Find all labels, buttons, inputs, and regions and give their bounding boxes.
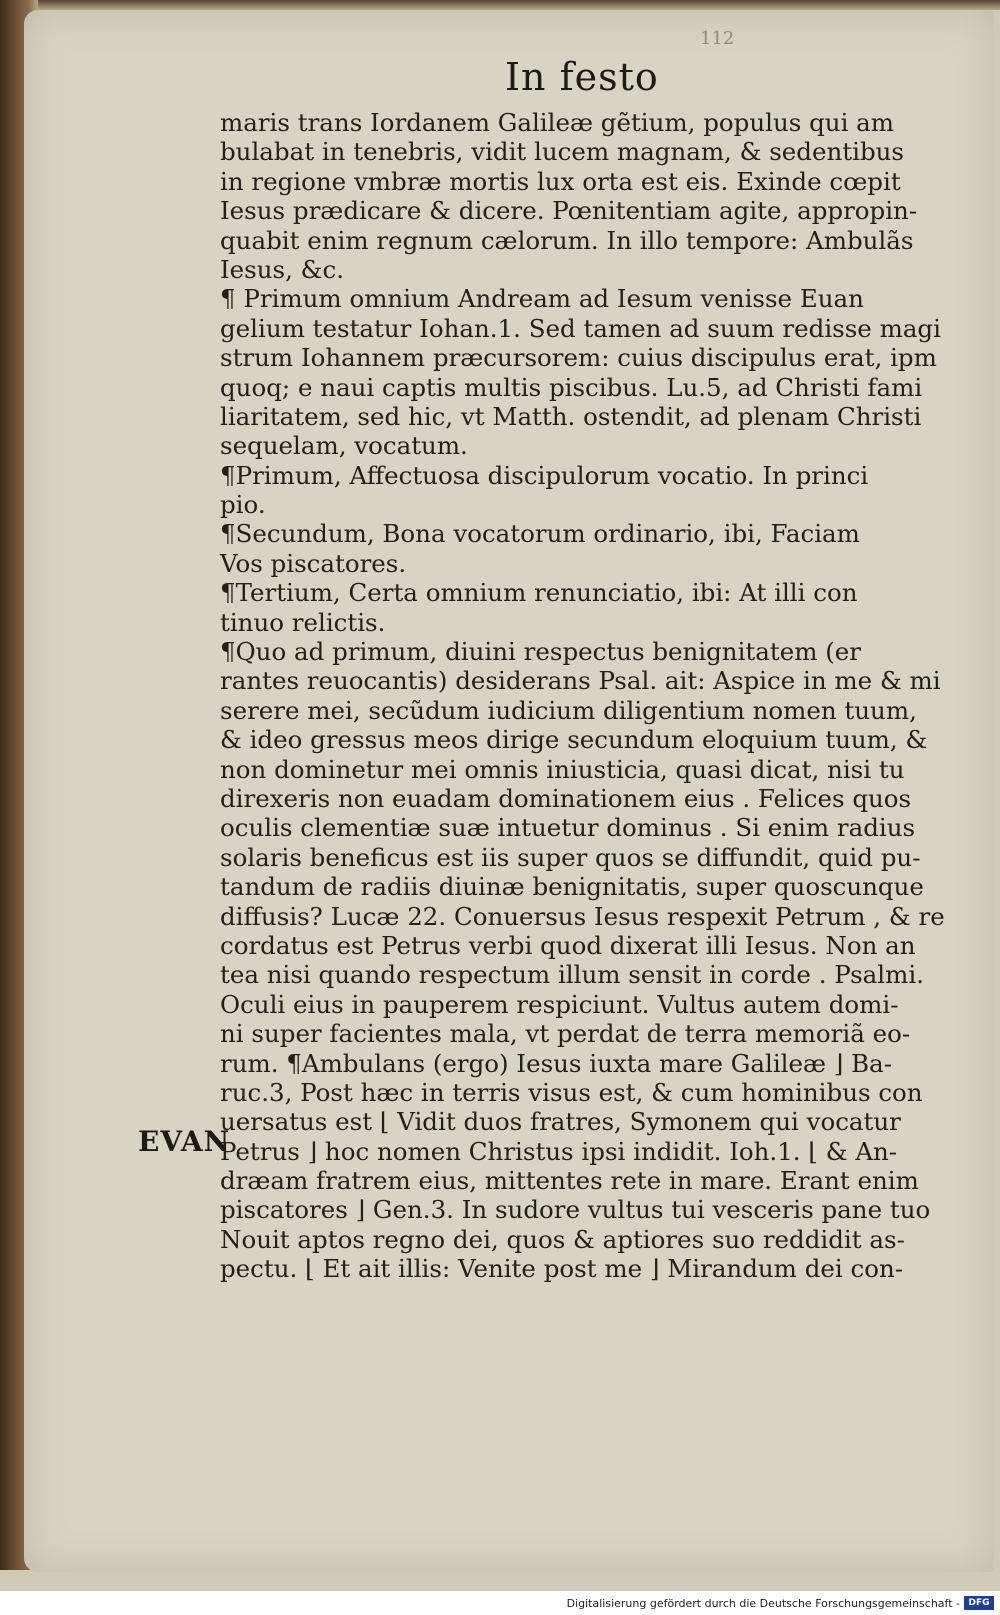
text-line: ruc.3, Post hæc in terris visus est, & cum hominibus con (220, 1077, 923, 1107)
text-line: solaris beneficus est iis super quos se diffundit, quid pu- (220, 842, 921, 872)
text-line: maris trans Iordanem Galileæ gẽtium, populus qui am (220, 108, 895, 137)
text-line: sequelam, vocatum. (220, 431, 468, 461)
text-line: quabit enim regnum cælorum. In illo tempore: Ambulãs (220, 225, 914, 255)
text-line: Iesus, &c. (220, 254, 344, 284)
text-line: Oculi eius in pauperem respiciunt. Vultus autem domi- (220, 989, 899, 1019)
text-line: oculis clementiæ suæ intuetur dominus . Si enim radius (220, 813, 916, 843)
text-line: tandum de radiis diuinæ benignitatis, super quoscunque (220, 872, 924, 902)
text-line: rum. ¶Ambulans (ergo) Iesus iuxta mare Galileæ ⌋ Ba- (220, 1048, 893, 1078)
text-line: tea nisi quando respectum illum sensit in corde . Psalmi. (220, 960, 924, 990)
text-line: Iesus prædicare & dicere. Pœnitentiam agite, appropin- (220, 196, 918, 226)
text-line: pio. (220, 490, 266, 520)
text-line: gelium testatur Iohan.1. Sed tamen ad suum redisse magi (220, 313, 941, 343)
text-line: Nouit aptos regno dei, quos & aptiores suo reddidit as- (220, 1224, 905, 1254)
page-top-edge (24, 0, 1000, 10)
text-line: dræam fratrem eius, mittentes rete in mare. Erant enim (220, 1166, 919, 1196)
text-line: & ideo gressus meos dirige secundum eloquium tuum, & (220, 725, 928, 755)
page-number: 112 (700, 28, 735, 49)
text-line: Petrus ⌋ hoc nomen Christus ipsi indidit. Ioh.1. ⌊ & An- (220, 1136, 898, 1166)
text-line: direxeris non euadam dominationem eius . Felices quos (220, 783, 912, 813)
text-line: in regione vmbræ mortis lux orta est eis. Exinde cœpit (220, 166, 901, 196)
text-line: liaritatem, sed hic, vt Matth. ostendit, ad plenam Christi (220, 401, 922, 431)
text-line: rantes reuocantis) desiderans Psal. ait: Aspice in me & mi (220, 666, 941, 696)
text-line: ¶Primum, Affectuosa discipulorum vocatio. In princi (220, 460, 869, 490)
text-line: ¶Tertium, Certa omnium renunciatio, ibi: At illi con (220, 578, 858, 608)
text-line: ni super facientes mala, vt perdat de terra memoriã eo- (220, 1019, 911, 1049)
digitization-credit: Digitalisierung gefördert durch die Deutsche Forschungsgemeinschaft - (566, 1597, 960, 1610)
text-line: diffusis? Lucæ 22. Conuersus Iesus respexit Petrum , & re (220, 901, 945, 931)
text-line: tinuo relictis. (220, 607, 386, 637)
text-line: piscatores ⌋ Gen.3. In sudore vultus tui vesceris pane tuo (220, 1195, 931, 1225)
body-text (220, 108, 945, 1284)
margin-note: EVAN (138, 1125, 231, 1158)
text-line: uersatus est ⌊ Vidit duos fratres, Symonem qui vocatur (220, 1107, 901, 1137)
text-line: ¶ Primum omnium Andream ad Iesum venisse Euan (220, 284, 864, 314)
text-line: quoq; e naui captis multis piscibus. Lu.5, ad Christi fami (220, 372, 923, 402)
text-line: serere mei, secũdum iudicium diligentium nomen tuum, (220, 695, 917, 725)
text-line: Vos piscatores. (220, 548, 407, 578)
text-line: strum Iohannem præcursorem: cuius discipulus erat, ipm (220, 343, 937, 373)
text-line: ¶Quo ad primum, diuini respectus benignitatem (er (220, 637, 862, 667)
text-line: bulabat in tenebris, vidit lucem magnam, & sedentibus (220, 137, 904, 167)
text-line: non dominetur mei omnis iniusticia, quasi dicat, nisi tu (220, 754, 905, 784)
dfg-logo: DFG (964, 1596, 994, 1610)
running-head: In festo (505, 55, 659, 99)
text-line: pectu. ⌊ Et ait illis: Venite post me ⌋ Mirandum dei con- (220, 1254, 904, 1284)
text-line: cordatus est Petrus verbi quod dixerat illi Iesus. Non an (220, 930, 916, 960)
text-line: ¶Secundum, Bona vocatorum ordinario, ibi, Faciam (220, 519, 860, 549)
